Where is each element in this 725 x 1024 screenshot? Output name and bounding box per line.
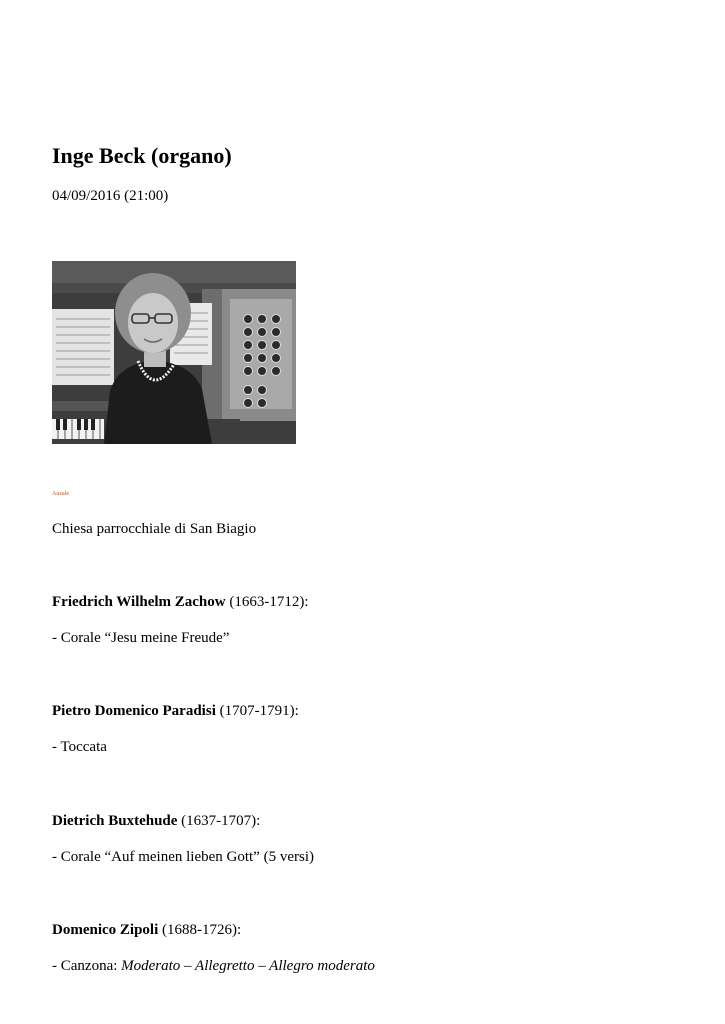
composer-name: Dietrich Buxtehude <box>52 813 178 829</box>
program-composer <box>52 701 299 721</box>
piece-title: - Toccata <box>52 739 107 755</box>
event-venue: Chiesa parrocchiale di San Biagio <box>52 521 257 537</box>
composer-name: Domenico Zipoli <box>52 922 159 938</box>
event-datetime: 04/09/2016 (21:00) <box>52 188 169 204</box>
program-composer <box>52 920 241 940</box>
program-piece <box>52 956 375 976</box>
composer-dates: (1707-1791): <box>215 703 299 719</box>
program-piece <box>52 847 314 867</box>
program-piece <box>52 628 229 648</box>
photo-credit: Auzale <box>52 491 69 497</box>
program-composer <box>52 811 260 831</box>
composer-dates: (1637-1707): <box>177 813 261 829</box>
performer-photo <box>52 261 296 444</box>
composer-name: Pietro Domenico Paradisi <box>52 703 216 719</box>
composer-name: Friedrich Wilhelm Zachow <box>52 594 226 610</box>
program-composer <box>52 592 309 612</box>
piece-title: - Corale “Auf meinen lieben Gott” (5 versi) <box>52 849 314 865</box>
piece-title: - Canzona: <box>52 958 122 974</box>
program-piece <box>52 737 107 757</box>
composer-dates: (1688-1726): <box>158 922 242 938</box>
event-title: Inge Beck (organo) <box>52 143 232 168</box>
composer-dates: (1663-1712): <box>225 594 309 610</box>
piece-movements: Moderato – Allegretto – Allegro moderato <box>121 958 375 974</box>
piece-title: - Corale “Jesu meine Freude” <box>52 630 230 646</box>
